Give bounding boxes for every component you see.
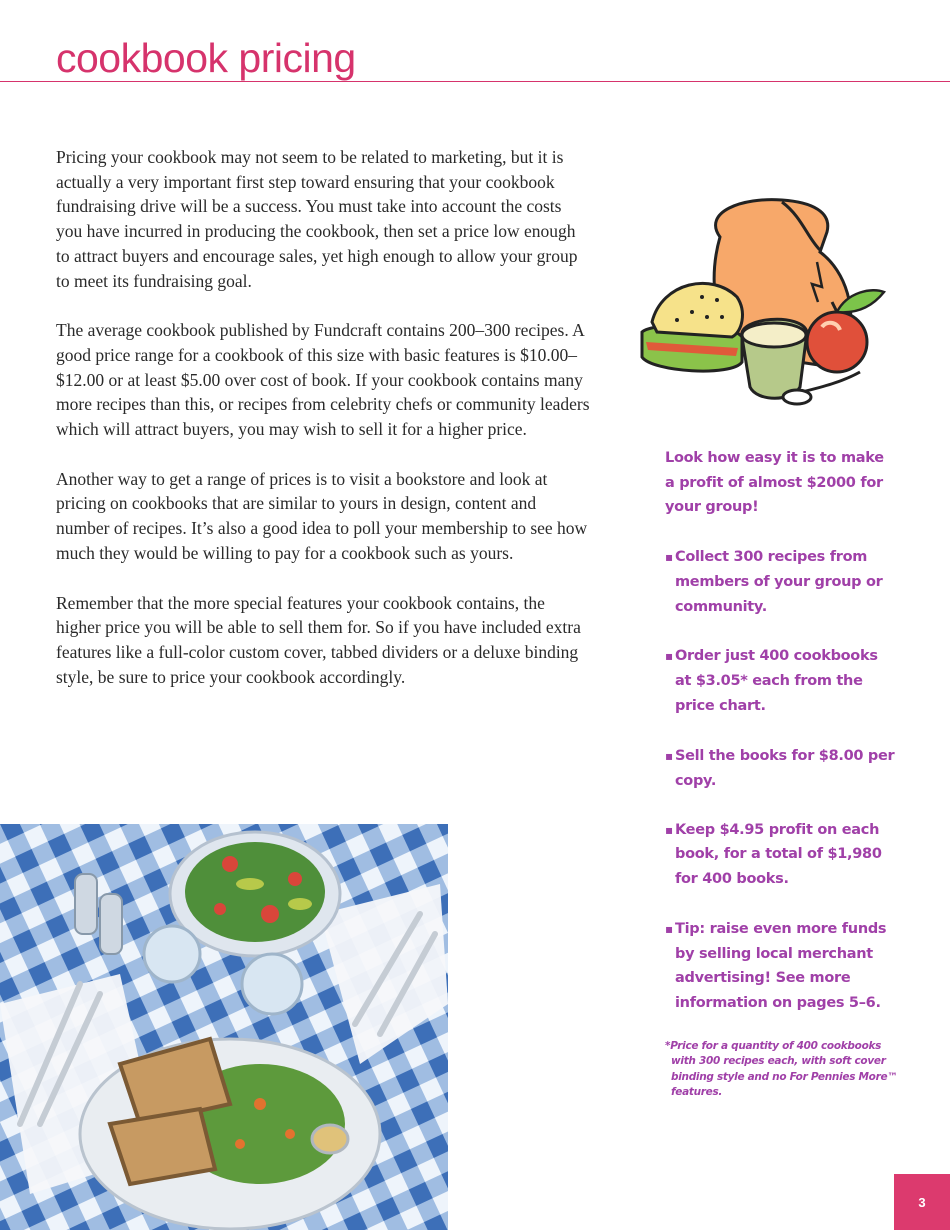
body-paragraph: Remember that the more special features your cookbook contains, the higher price you will be able to sell them for. So if you have included extra features like a full-color custom cover, tabbed dividers or a deluxe binding style, be sure to price your cookbook accordingly. — [56, 592, 581, 687]
food-photo — [0, 824, 448, 1230]
profit-sidebar — [665, 446, 895, 1016]
body-paragraph: The average cookbook published by Fundcraft contains 200–300 recipes. A good price range for a cookbook of this size with basic features is $10.00–$12.00 or at least $5.00 over cost of book. If your cookbook contains many more recipes than this, or recipes from celebrity chefs or community leaders which will attract buyers, you may wish to sell it for a higher price. — [56, 320, 590, 440]
food-illustration — [632, 192, 892, 417]
title-divider — [0, 81, 950, 82]
page-number: 3 — [894, 1174, 950, 1230]
page-title: cookbook pricing — [56, 35, 356, 81]
profit-steps-list — [665, 545, 895, 1016]
list-item: ▪ Tip: raise even more funds by selling local merchant advertising! See more information on pages 5–6. — [665, 917, 895, 1016]
sidebar-intro: Look how easy it is to make a profit of almost $2000 for your group! — [665, 450, 884, 516]
list-item: ▪ Collect 300 recipes from members of your group or community. — [665, 545, 895, 619]
body-text — [56, 145, 591, 714]
body-paragraph: Pricing your cookbook may not seem to be related to marketing, but it is actually a very important first step toward ensuring that your cookbook fundraising drive will be a success. You must take into account the costs you have incurred in producing the cookbook, then set a price low enough to attract buyers and encourage sales, yet high enough to allow your group to meet its fundraising goal. — [56, 147, 578, 291]
body-paragraph: Another way to get a range of prices is to visit a bookstore and look at pricing on cookbooks that are similar to yours in design, content and number of recipes. It’s also a good idea to poll your membership to see how much they would be willing to pay for a cookbook such as yours. — [56, 468, 588, 563]
price-footnote: *Price for a quantity of 400 cookbooks with 300 recipes each, with soft cover binding style and no For Pennies More™ features. — [665, 1039, 898, 1098]
list-item: ▪ Order just 400 cookbooks at $3.05* each from the price chart. — [665, 644, 895, 718]
list-item: ▪ Sell the books for $8.00 per copy. — [665, 744, 895, 793]
list-item: ▪ Keep $4.95 profit on each book, for a total of $1,980 for 400 books. — [665, 818, 895, 892]
